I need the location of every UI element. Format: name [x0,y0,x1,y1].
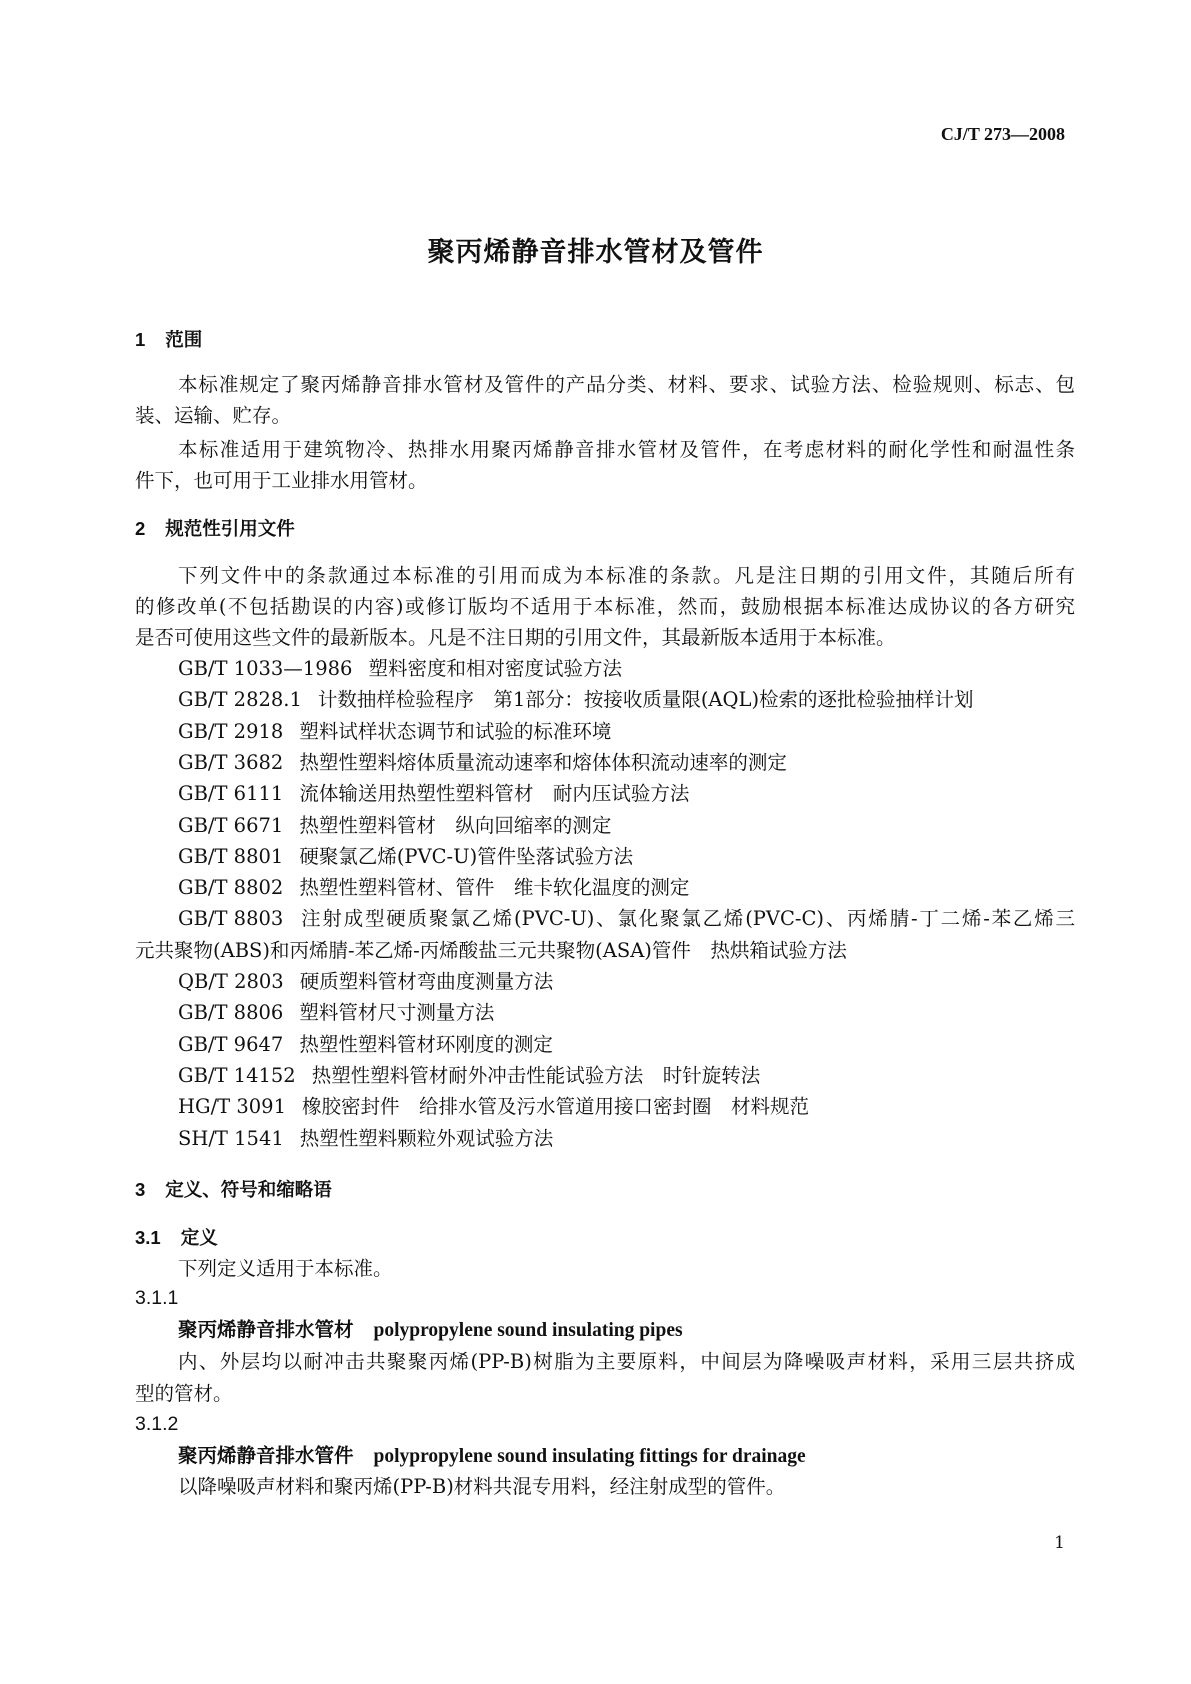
section-title: 定义、符号和缩略语 [165,1180,332,1201]
reference-item [178,810,611,841]
reference-title: 硬聚氯乙烯(PVC-U)管件坠落试验方法 [299,844,634,868]
reference-item [178,1091,809,1122]
reference-title: 硬质塑料管材弯曲度测量方法 [299,970,554,993]
reference-title: 塑料密度和相对密度试验方法 [368,657,622,680]
reference-code: HG/T 3091 [178,1095,286,1119]
reference-code: GB/T 1033—1986 [178,657,353,680]
section-number: 3 [135,1179,146,1200]
section-3-heading [135,1174,332,1205]
page-number: 1 [1054,1533,1065,1553]
paragraph-line: 是否可使用这些文件的最新版本。凡是不注日期的引用文件，其最新版本适用于本标准。 [135,626,896,649]
reference-code: SH/T 1541 [178,1126,284,1150]
subsection-3-1-heading [135,1222,218,1253]
paragraph-line: 内、外层均以耐冲击共聚聚丙烯(PP-B)树脂为主要原料，中间层为降噪吸声材料，采用三层共挤成 [178,1350,1075,1373]
reference-item [178,653,622,684]
reference-title: 热塑性塑料熔体质量流动速率和熔体体积流动速率的测定 [299,750,787,774]
paragraph-line: 的修改单(不包括勘误的内容)或修订版均不适用于本标准，然而，鼓励根据本标准达成协议的各方研究 [135,595,1075,618]
page-title: 聚丙烯静音排水管材及管件 [427,237,764,268]
reference-title: 塑料试样状态调节和试验的标准环境 [299,719,612,743]
reference-item [178,747,787,778]
reference-code: GB/T 2828.1 [178,688,302,712]
term-heading [178,1314,683,1345]
reference-item [178,684,974,715]
reference-item [178,841,633,872]
reference-code: GB/T 3682 [178,750,284,774]
reference-title: 塑料管材尺寸测量方法 [299,1001,495,1025]
section-2-heading [135,513,295,544]
paragraph-line: 下列文件中的条款通过本标准的引用而成为本标准的条款。凡是注日期的引用文件，其随后所有 [178,564,1075,587]
reference-title: 热塑性塑料管材耐外冲击性能试验方法 时针旋转法 [311,1063,761,1087]
term-number: 3.1.1 [135,1287,179,1309]
paragraph-line: 件下，也可用于工业排水用管材。 [135,469,428,492]
section-title: 定义 [180,1228,218,1249]
reference-title: 热塑性塑料颗粒外观试验方法 [299,1126,554,1150]
reference-item [178,778,689,809]
reference-item [178,997,494,1028]
paragraph-line: 本标准适用于建筑物冷、热排水用聚丙烯静音排水管材及管件，在考虑材料的耐化学性和耐温性条 [178,438,1075,461]
section-number: 1 [135,329,146,350]
reference-item [178,716,611,747]
paragraph-line: 型的管材。 [135,1382,233,1405]
reference-item [178,872,689,903]
reference-title: 计数抽样检验程序 第1部分：按接收质量限(AQL)检索的逐批检验抽样计划 [317,688,974,712]
paragraph-line: 以降噪吸声材料和聚丙烯(PP-B)材料共混专用料，经注射成型的管件。 [178,1475,786,1498]
reference-item [178,966,553,997]
reference-code: GB/T 8803 [178,907,284,931]
reference-code: GB/T 8801 [178,844,284,868]
reference-code: GB/T 6671 [178,813,284,837]
reference-code: GB/T 8806 [178,1001,284,1025]
reference-item [178,1029,553,1060]
term-number: 3.1.2 [135,1413,179,1435]
paragraph-line: 本标准规定了聚丙烯静音排水管材及管件的产品分类、材料、要求、试验方法、检验规则、标志、包 [178,373,1075,396]
paragraph-line: 装、运输、贮存。 [135,404,292,427]
reference-code: GB/T 6111 [178,782,284,806]
reference-code: QB/T 2803 [178,970,284,993]
term-en: polypropylene sound insulating fittings for drainage [373,1446,806,1467]
term-zh: 聚丙烯静音排水管材 [178,1318,354,1341]
standard-code: CJ/T 273—2008 [940,124,1065,144]
reference-code: GB/T 9647 [178,1032,284,1056]
reference-title: 热塑性塑料管材、管件 维卡软化温度的测定 [299,876,690,900]
reference-code: GB/T 14152 [178,1063,296,1087]
term-heading [178,1440,806,1471]
paragraph-line: 下列定义适用于本标准。 [178,1257,393,1280]
term-en: polypropylene sound insulating pipes [373,1320,683,1341]
section-number: 2 [135,518,146,539]
reference-title: 热塑性塑料管材环刚度的测定 [299,1032,553,1056]
term-zh: 聚丙烯静音排水管件 [178,1444,354,1467]
section-1-heading [135,324,202,355]
section-number: 3.1 [135,1227,161,1248]
reference-title: 热塑性塑料管材 纵向回缩率的测定 [299,813,612,837]
reference-item [178,1123,553,1154]
reference-title: 橡胶密封件 给排水管及污水管道用接口密封圈 材料规范 [301,1095,809,1119]
reference-title: 流体输送用热塑性塑料管材 耐内压试验方法 [299,782,690,806]
reference-item [178,903,1075,934]
reference-title-continuation: 元共聚物(ABS)和丙烯腈-苯乙烯-丙烯酸盐三元共聚物(ASA)管件 热烘箱试验方法 [135,938,847,962]
section-title: 范围 [165,330,203,351]
reference-title: 注射成型硬质聚氯乙烯(PVC-U)、氯化聚氯乙烯(PVC-C)、丙烯腈-丁二烯-苯乙烯三 [299,907,1075,931]
reference-item [178,1060,760,1091]
reference-code: GB/T 2918 [178,719,284,743]
section-title: 规范性引用文件 [165,519,295,540]
reference-code: GB/T 8802 [178,876,284,900]
